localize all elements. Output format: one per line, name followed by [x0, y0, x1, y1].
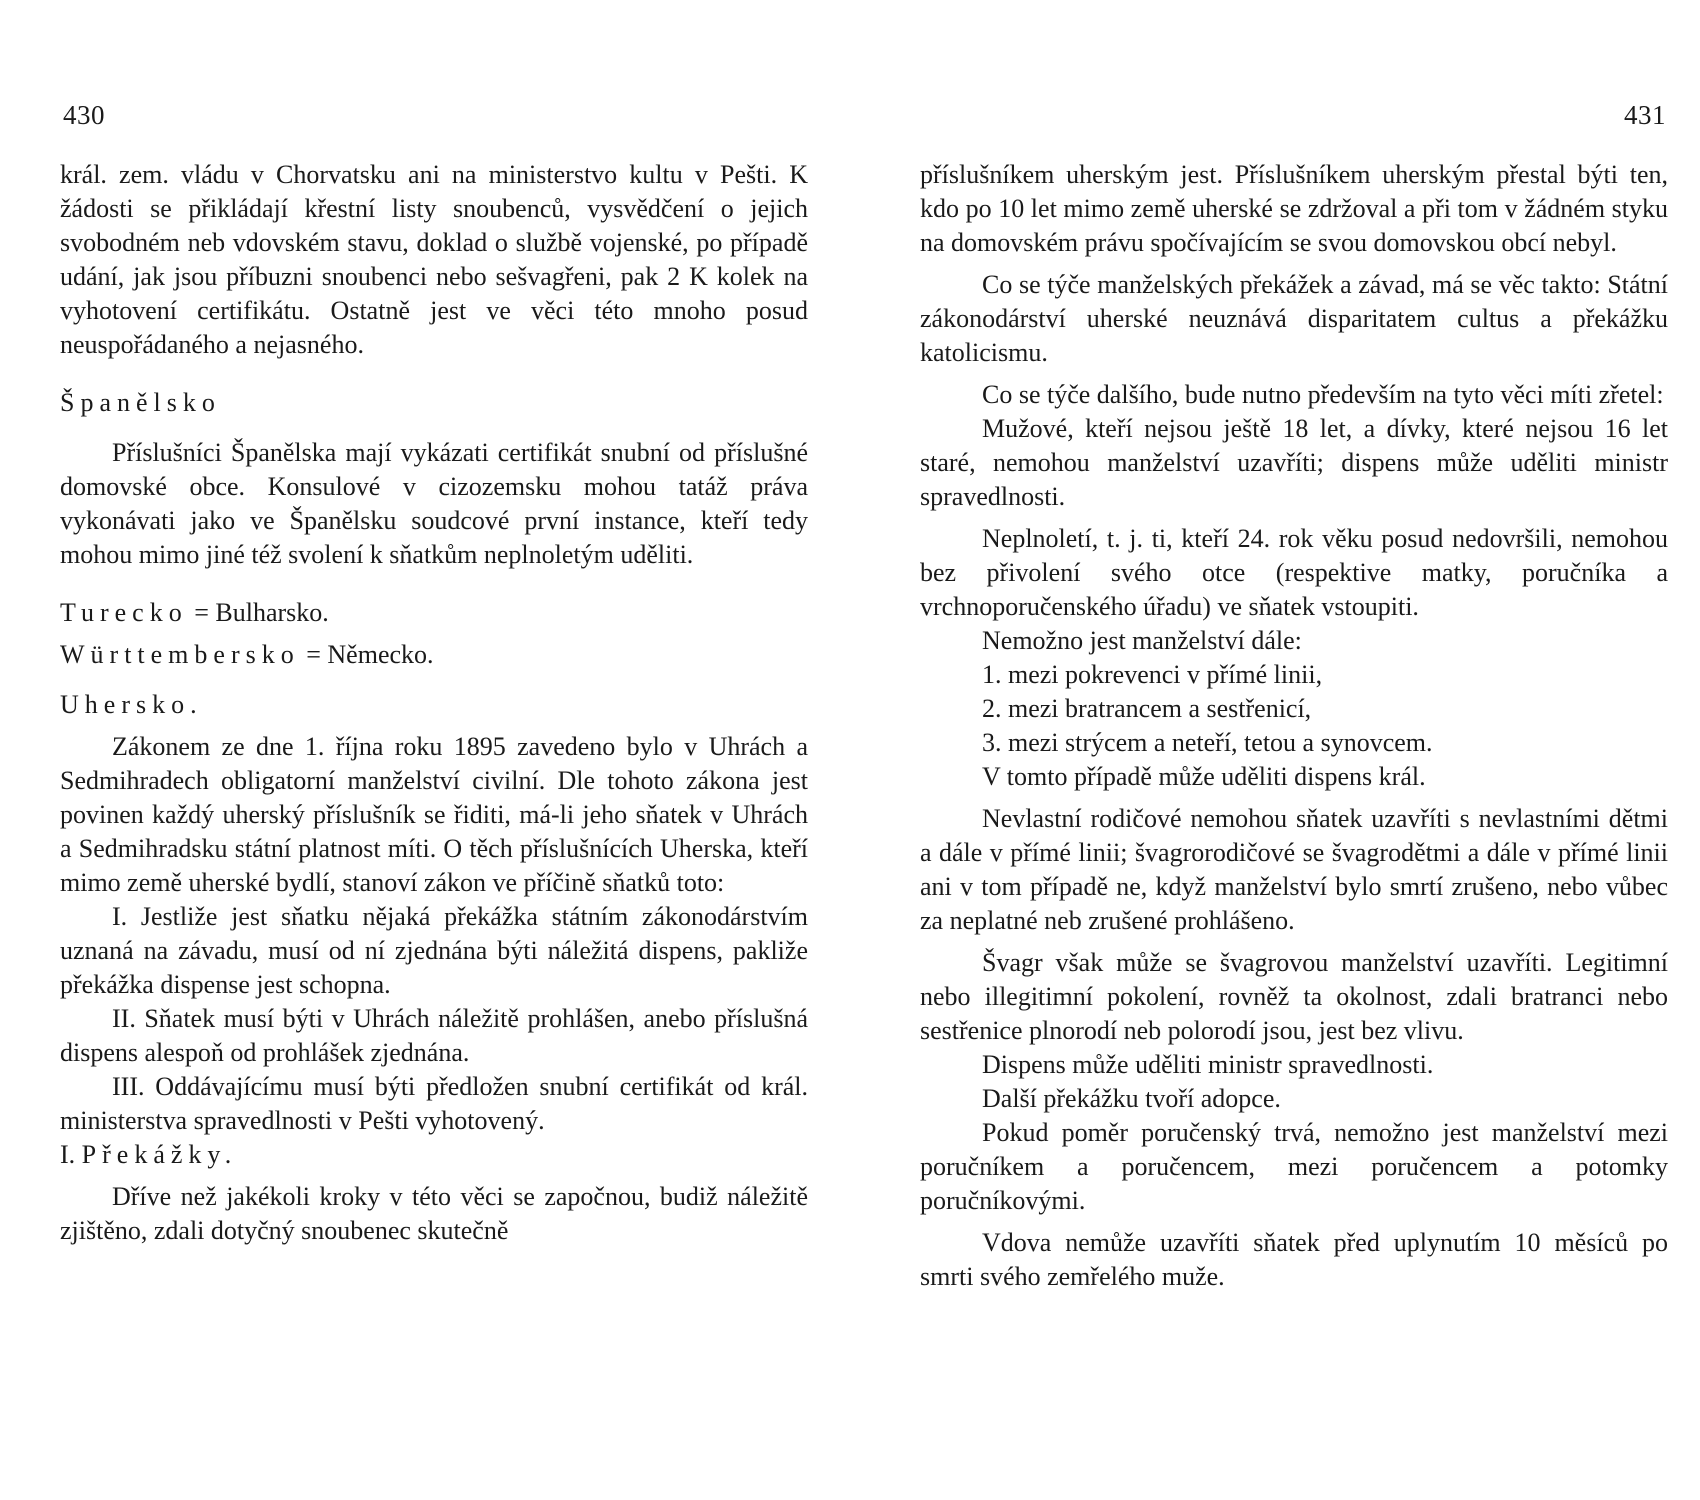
left-page-column: [60, 158, 808, 1248]
heading-turkey-equivalent: = Bulharsko.: [187, 598, 329, 627]
paragraph-hungary-rule-3: III. Oddávajícímu musí býti předložen snubní certifikát od král. ministerstva spravedlnosti v Pešti vyhotovený.: [60, 1072, 808, 1135]
paragraph-citizenship-continued: příslušníkem uherským jest. Příslušníkem uherským přestal býti ten, kdo po 10 let mimo země uherské se zdržoval a při tom v žádném styku na domovském právu spočívajícím se svou domovskou obcí nebyl.: [920, 160, 1668, 257]
paragraph-minors: Neplnoletí, t. j. ti, kteří 24. rok věku posud nedovršili, nemohou bez přivolení svého otce (respektive matky, poručníka a vrchnoporučenského úřadu) ve sňatek vstoupiti.: [920, 524, 1668, 621]
paragraph-age-limits: Mužové, kteří nejsou ještě 18 let, a dívky, které nejsou 16 let staré, nemohou manželství uzavříti; dispens může uděliti ministr spravedlnosti.: [920, 414, 1668, 511]
paragraph-royal-dispensation: V tomto případě může uděliti dispens král.: [982, 762, 1426, 791]
paragraph-adoption: Další překážku tvoří adopce.: [982, 1084, 1281, 1113]
heading-hungary: Uhersko.: [60, 690, 203, 719]
list-item-prohibited-1: 1. mezi pokrevenci v přímé linii,: [982, 660, 1323, 689]
paragraph-step-parents: Nevlastní rodičové nemohou sňatek uzavříti s nevlastními dětmi a dále v přímé linii; švagrorodičové se švagrodětmi a dále v přímé linii ani v tom případě ne, když manželství bylo smrtí zrušeno, nebo vůbec za neplatné neb zrušené prohlášeno.: [920, 804, 1668, 935]
paragraph-prohibited-intro: Nemožno jest manželství dále:: [982, 626, 1302, 655]
paragraph-further-matters: Co se týče dalšího, bude nutno především na tyto věci míti zřetel:: [982, 380, 1664, 409]
heading-obstacles-title: Překážky.: [81, 1140, 238, 1169]
right-page-column: [920, 158, 1668, 1294]
page-number-left: 430: [63, 100, 105, 130]
heading-wurttemberg: [60, 638, 808, 672]
paragraph-marriage-obstacles: Co se týče manželských překážek a závad, má se věc takto: Státní zákonodárství uherské neuznává disparitatem cultus a překážku katolicismu.: [920, 270, 1668, 367]
heading-wurttemberg-name: Württembersko: [60, 640, 300, 669]
paragraph-spain: Příslušníci Španělska mají vykázati certifikát snubní od příslušné domovské obce. Konsulové v cizozemsku mohou tatáž práva vykonávati jako ve Španělsku soudcové první instance, kteří tedy mohou mimo jiné též svolení k sňatkům neplnoletým uděliti.: [60, 438, 808, 569]
paragraph-hungary-rule-2: II. Sňatek musí býti v Uhrách náležitě prohlášen, anebo příslušná dispens alespoň od prohlášek zjednána.: [60, 1004, 808, 1067]
list-item-prohibited-3: 3. mezi strýcem a neteří, tetou a synovcem.: [982, 728, 1433, 757]
heading-turkey-name: Turecko: [60, 598, 188, 627]
paragraph-minister-dispensation: Dispens může uděliti ministr spravedlnosti.: [982, 1050, 1434, 1079]
heading-obstacles-number: I.: [60, 1140, 82, 1169]
page-number-right: 431: [1624, 100, 1666, 130]
paragraph-in-laws: Švagr však může se švagrovou manželství uzavříti. Legitimní nebo illegitimní pokolení, rovněž ta okolnost, zdali bratranci nebo sestřenice plnorodí neb polorodí jsou, jest bez vlivu.: [920, 948, 1668, 1045]
paragraph-croatia-continued: král. zem. vládu v Chorvatsku ani na ministerstvo kultu v Pešti. K žádosti se přikládají křestní listy snoubenců, vysvědčení o jejich svobodném neb vdovském stavu, doklad o službě vojenské, po případě udání, jak jsou příbuzni snoubenci nebo sešvagřeni, pak 2 K kolek na vyhotovení certifikátu. Ostatně jest ve věci této mnoho posud neuspořádaného a nejasného.: [60, 160, 808, 359]
paragraph-hungary: Zákonem ze dne 1. října roku 1895 zavedeno bylo v Uhrách a Sedmihradech obligatorní manželství civilní. Dle tohoto zákona jest povinen každý uherský příslušník se řiditi, má-li jeho sňatek v Uhrách a Sedmihradsku státní platnost míti. O těch příslušnících Uherska, kteří mimo země uherské bydlí, stanoví zákon ve příčině sňatků toto:: [60, 732, 808, 897]
paragraph-guardianship: Pokud poměr poručenský trvá, nemožno jest manželství mezi poručníkem a poručencem, mezi poručencem a potomky poručníkovými.: [920, 1118, 1668, 1215]
paragraph-widow: Vdova nemůže uzavříti sňatek před uplynutím 10 měsíců po smrti svého zemřelého muže.: [920, 1228, 1668, 1291]
heading-spain: Španělsko: [60, 388, 221, 417]
list-item-prohibited-2: 2. mezi bratrancem a sestřenicí,: [982, 694, 1312, 723]
heading-obstacles: [60, 1138, 808, 1172]
paragraph-hungary-rule-1: I. Jestliže jest sňatku nějaká překážka státním zákonodárstvím uznaná na závadu, musí od ní zjednána býti náležitá dispens, pakliže překážka dispense jest schopna.: [60, 902, 808, 999]
heading-turkey: [60, 596, 808, 630]
heading-wurttemberg-equivalent: = Německo.: [299, 640, 434, 669]
paragraph-obstacles-start: Dříve než jakékoli kroky v této věci se započnou, budiž náležitě zjištěno, zdali dotyčný snoubenec skutečně: [60, 1182, 808, 1245]
